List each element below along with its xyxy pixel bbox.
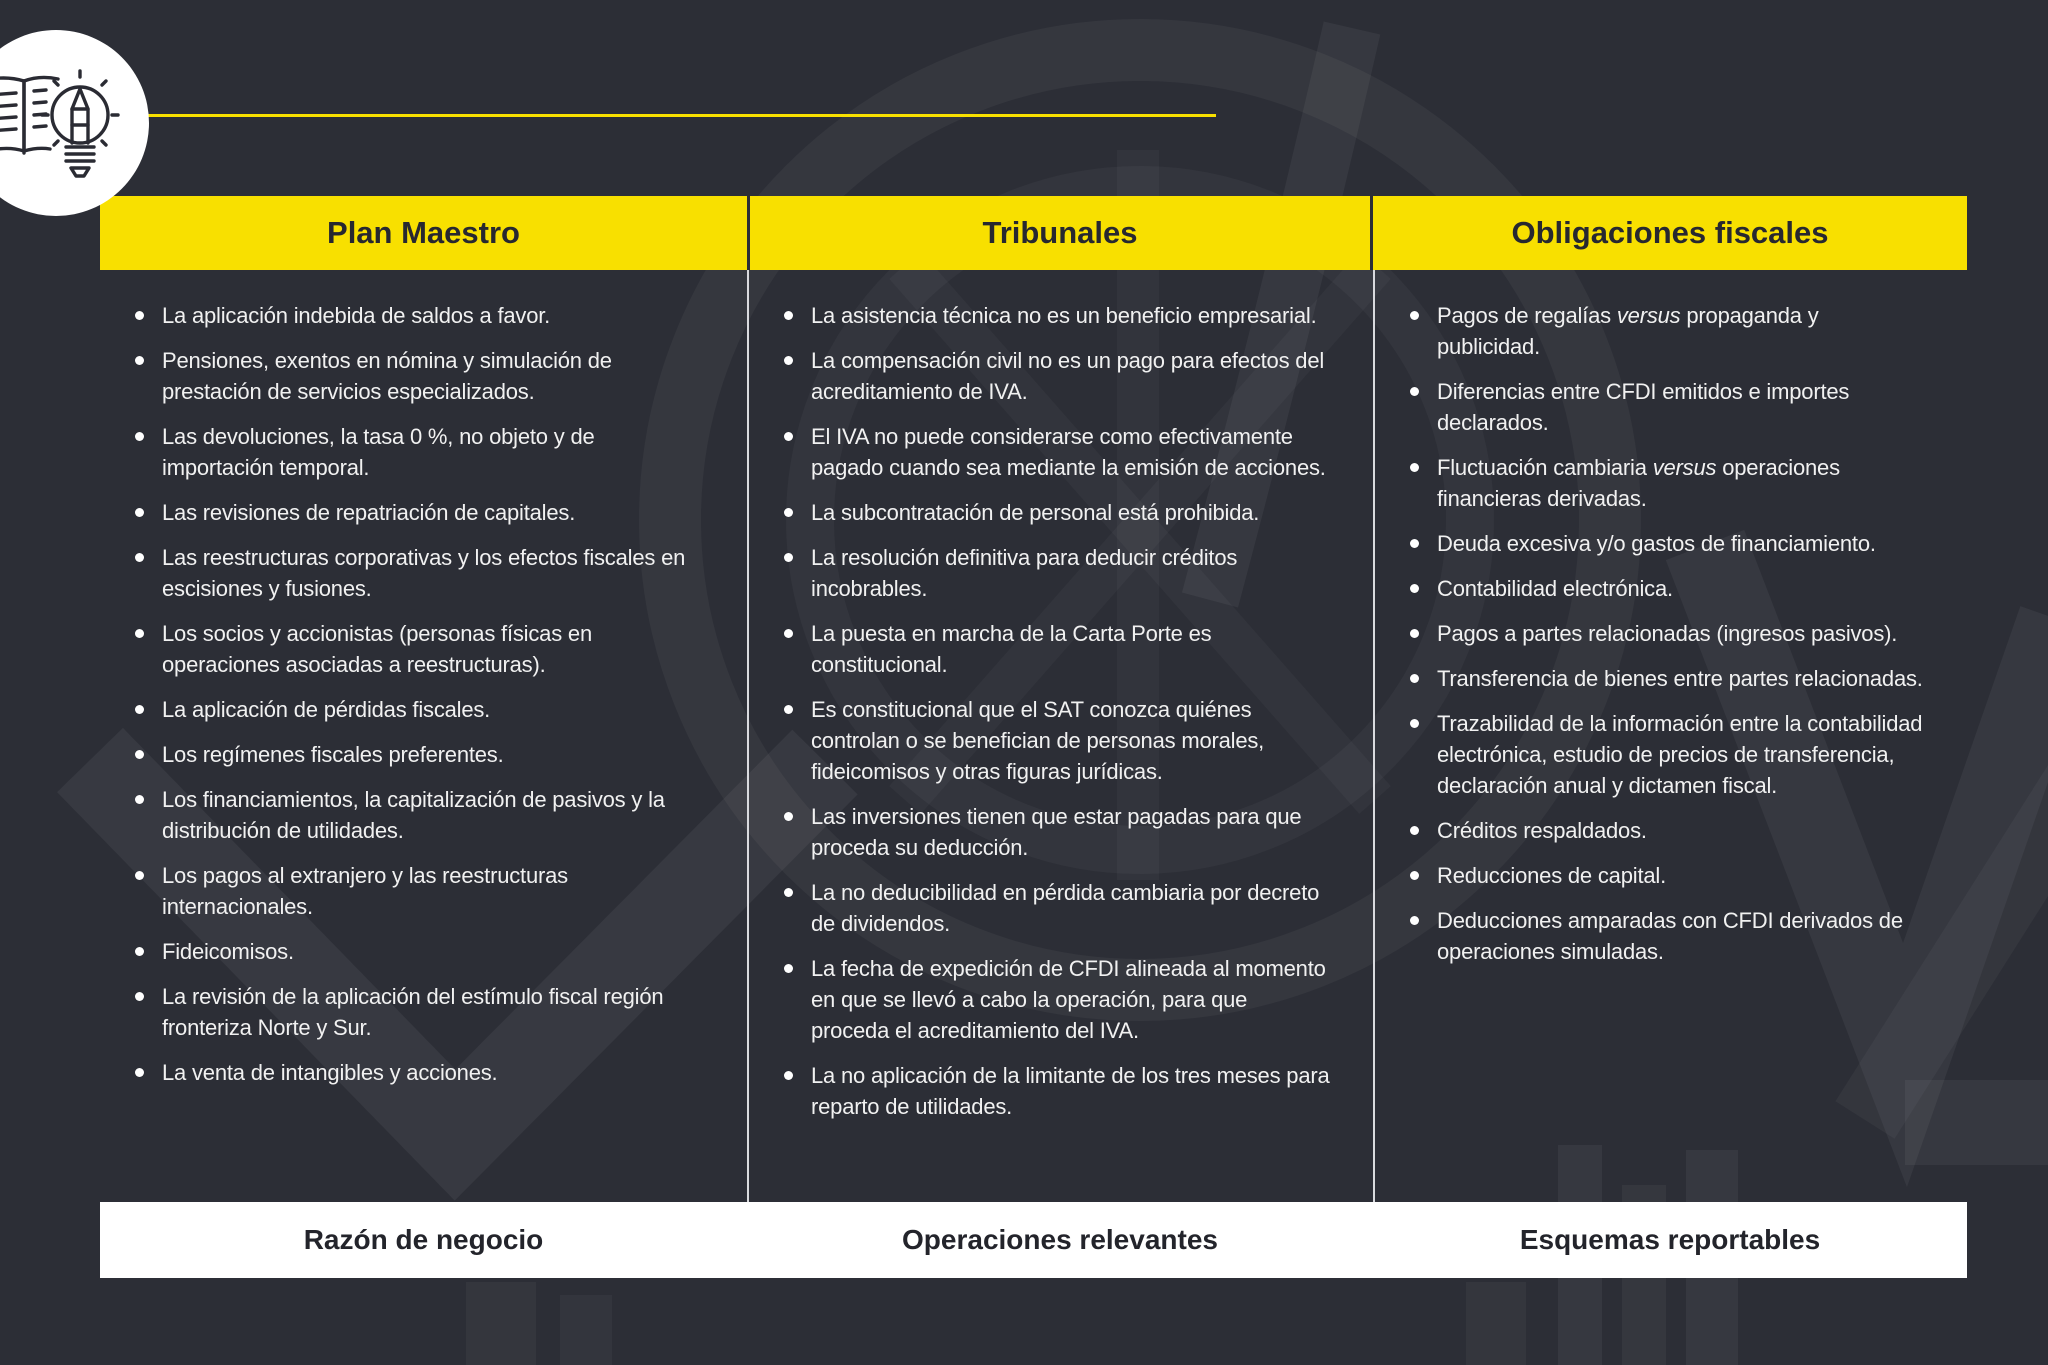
bullet-item: Los financiamientos, la capitalización de pasivos y la distribución de utilidades. — [128, 784, 705, 846]
bullet-item: La resolución definitiva para deducir créditos incobrables. — [777, 542, 1331, 604]
bullet-item: Fideicomisos. — [128, 936, 705, 967]
bullet-list-obligaciones-fiscales — [1403, 300, 1925, 967]
bullet-item: La no deducibilidad en pérdida cambiaria por decreto de dividendos. — [777, 877, 1331, 939]
bullet-item: Deducciones amparadas con CFDI derivados de operaciones simuladas. — [1403, 905, 1925, 967]
column-tribunales — [747, 270, 1373, 1202]
bullet-item: La revisión de la aplicación del estímulo fiscal región fronteriza Norte y Sur. — [128, 981, 705, 1043]
bullet-item: El IVA no puede considerarse como efectivamente pagado cuando sea mediante la emisión de acciones. — [777, 421, 1331, 483]
column-obligaciones-fiscales — [1373, 270, 1967, 1202]
bullet-item: Las revisiones de repatriación de capitales. — [128, 497, 705, 528]
bullet-item: La aplicación indebida de saldos a favor. — [128, 300, 705, 331]
bullet-item: Reducciones de capital. — [1403, 860, 1925, 891]
bullet-item: La puesta en marcha de la Carta Porte es constitucional. — [777, 618, 1331, 680]
bullet-item: La compensación civil no es un pago para efectos del acreditamiento de IVA. — [777, 345, 1331, 407]
footer-esquemas-reportables: Esquemas reportables — [1519, 1224, 1821, 1255]
bullet-item: La aplicación de pérdidas fiscales. — [128, 694, 705, 725]
table-footer-row — [100, 1202, 1967, 1278]
bullet-item: La no aplicación de la limitante de los tres meses para reparto de utilidades. — [777, 1060, 1331, 1122]
bullet-item: Los socios y accionistas (personas físicas en operaciones asociadas a reestructuras). — [128, 618, 705, 680]
bullet-item: Las devoluciones, la tasa 0 %, no objeto y de importación temporal. — [128, 421, 705, 483]
bullet-item: La fecha de expedición de CFDI alineada al momento en que se llevó a cabo la operación, para que proceda el acreditamiento del IVA. — [777, 953, 1331, 1046]
book-lightbulb-icon — [0, 29, 150, 217]
bullet-item: Transferencia de bienes entre partes relacionadas. — [1403, 663, 1925, 694]
bullet-item: Pagos de regalías versus propaganda y publicidad. — [1403, 300, 1925, 362]
table-body-row — [100, 270, 1967, 1202]
bullet-item: Pensiones, exentos en nómina y simulación de prestación de servicios especializados. — [128, 345, 705, 407]
bullet-item: La venta de intangibles y acciones. — [128, 1057, 705, 1088]
bullet-item: Las reestructuras corporativas y los efectos fiscales en escisiones y fusiones. — [128, 542, 705, 604]
bullet-item: Trazabilidad de la información entre la contabilidad electrónica, estudio de precios de transferencia, declaración anual y dictamen fiscal. — [1403, 708, 1925, 801]
bullet-list-plan-maestro — [128, 300, 705, 1088]
bullet-item: Créditos respaldados. — [1403, 815, 1925, 846]
accent-line — [100, 114, 1216, 117]
header-plan-maestro: Plan Maestro — [327, 215, 520, 250]
bullet-item: Es constitucional que el SAT conozca quiénes controlan o se benefician de personas morales, fideicomisos y otras figuras jurídicas. — [777, 694, 1331, 787]
bullet-item: La asistencia técnica no es un beneficio empresarial. — [777, 300, 1331, 331]
bullet-item: Los pagos al extranjero y las reestructuras internacionales. — [128, 860, 705, 922]
bullet-item: Las inversiones tienen que estar pagadas para que proceda su deducción. — [777, 801, 1331, 863]
footer-operaciones-relevantes: Operaciones relevantes — [902, 1224, 1218, 1255]
header-tribunales: Tribunales — [747, 196, 1373, 270]
bullet-item: Diferencias entre CFDI emitidos e importes declarados. — [1403, 376, 1925, 438]
header-obligaciones-fiscales: Obligaciones fiscales — [1511, 215, 1829, 250]
bullet-item: Deuda excesiva y/o gastos de financiamiento. — [1403, 528, 1925, 559]
comparison-table — [100, 196, 1967, 1278]
column-plan-maestro — [100, 270, 747, 1202]
bullet-item: La subcontratación de personal está prohibida. — [777, 497, 1331, 528]
table-header-row — [100, 196, 1967, 270]
bullet-item: Pagos a partes relacionadas (ingresos pasivos). — [1403, 618, 1925, 649]
bullet-item: Contabilidad electrónica. — [1403, 573, 1925, 604]
bullet-list-tribunales — [777, 300, 1331, 1122]
bullet-item: Fluctuación cambiaria versus operaciones financieras derivadas. — [1403, 452, 1925, 514]
bullet-item: Los regímenes fiscales preferentes. — [128, 739, 705, 770]
footer-razon-de-negocio: Razón de negocio — [303, 1224, 544, 1255]
